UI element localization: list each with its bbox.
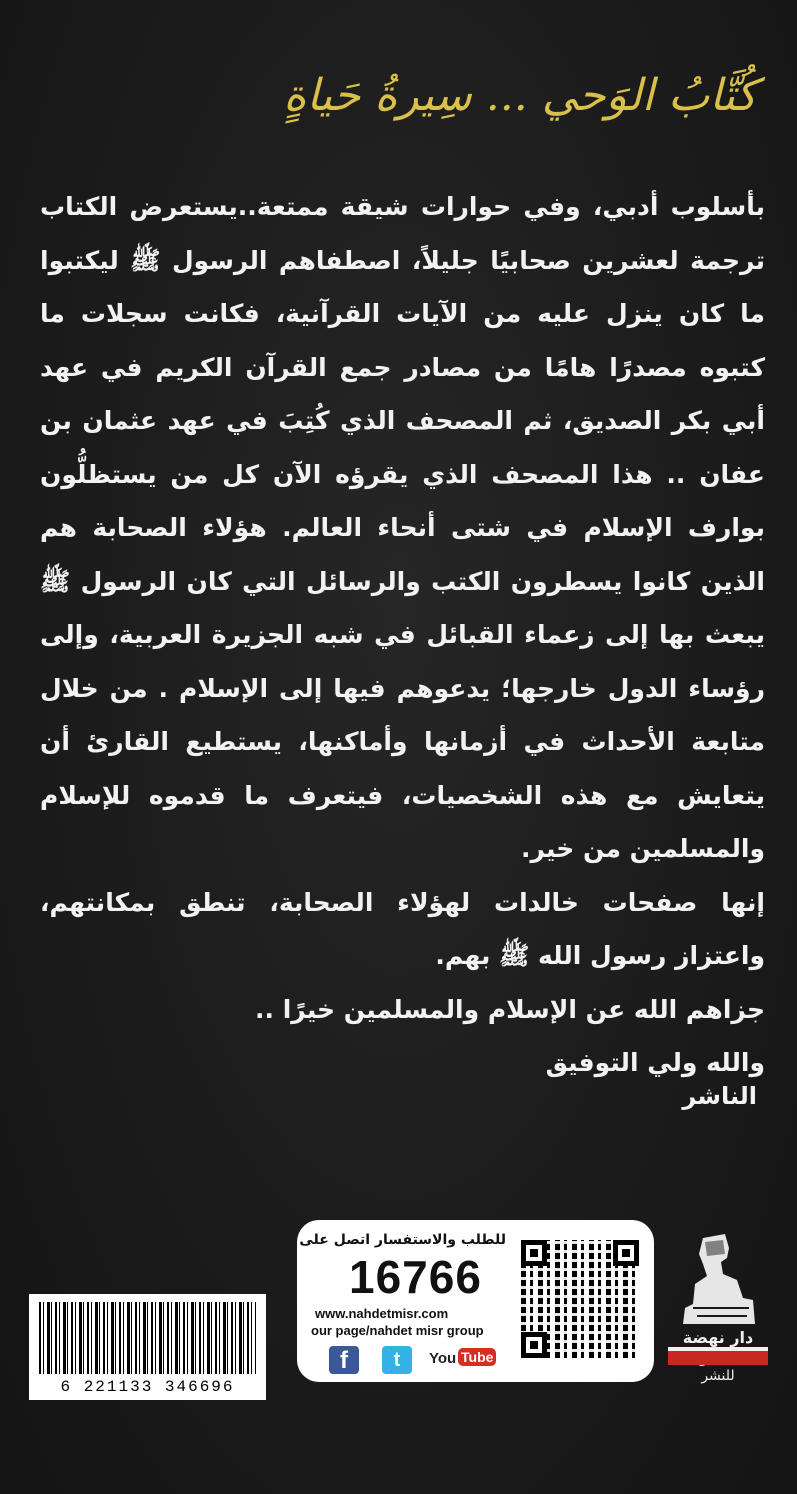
blurb-paragraph-4: والله ولي التوفيق [545, 1048, 765, 1077]
youtube-tube: Tube [458, 1348, 496, 1366]
facebook-icon: f [329, 1346, 359, 1374]
youtube-you: You [429, 1350, 457, 1367]
barcode-bars [39, 1302, 256, 1374]
qr-finder [521, 1240, 547, 1266]
blurb-paragraph-2: إنها صفحات خالدات لهؤلاء الصحابة، تنطق بمكانتهم، واعتزاز رسول الله ﷺ بهم. [40, 887, 765, 970]
isbn-barcode [29, 1294, 266, 1400]
book-icon [668, 1351, 768, 1365]
twitter-icon: t [382, 1346, 412, 1374]
blurb-paragraph-1: بأسلوب أدبي، وفي حوارات شيقة ممتعة..يستعرض الكتاب ترجمة لعشرين صحابيًا جليلاً، اصطفاهم الرسول ﷺ ليكتبوا ما كان ينزل عليه من الآيات القرآنية، فكانت سجلات ما كتبوه مصدرًا هامًا من مصادر جمع القرآن الكريم في عهد أبي بكر الصديق، ثم المصحف الذي كُتِبَ في عهد عثمان بن عفان .. هذا المصحف الذي يقرؤه الآن كل من يستظلُّون بوارف الإسلام في شتى أنحاء العالم. هؤلاء الصحابة هم الذين كانوا يسطرون الكتب والرسائل التي كان الرسول ﷺ يبعث بها إلى زعماء القبائل في شبه الجزيرة العربية، وإلى رؤساء الدول خارجها؛ يدعوهم فيها إلى الإسلام . من خلال متابعة الأحداث في أزمانها وأماكنها، يستطيع القارئ أن يتعايش مع هذه الشخصيات، فيتعرف ما قدموه للإسلام والمسلمين من خير. [40, 192, 765, 863]
cover-title: كُتَّابُ الوَحي ... سِيرةُ حَياةٍ [283, 70, 757, 121]
barcode-number: 6 221133 346696 [60, 1378, 235, 1396]
sphinx-icon [663, 1228, 773, 1328]
contact-card [297, 1220, 654, 1382]
qr-finder [521, 1332, 547, 1358]
phone-label: للطلب والاستفسار اتصل على [299, 1232, 506, 1248]
publisher-name: دار نهضة [682, 1328, 754, 1347]
facebook-page: our page/nahdet misr group [311, 1323, 484, 1338]
publisher-logo [663, 1228, 773, 1388]
blurb-paragraph-3: جزاهم الله عن الإسلام والمسلمين خيرًا .. [255, 994, 765, 1024]
publisher-signature: الناشر [682, 1082, 757, 1110]
publisher-sub: للنشر [701, 1368, 735, 1384]
qr-code [521, 1240, 639, 1358]
phone-number: 16766 [349, 1251, 482, 1303]
youtube-icon [429, 1346, 494, 1374]
blurb-text [40, 180, 765, 1090]
website-url: www.nahdetmisr.com [315, 1306, 449, 1321]
qr-finder [613, 1240, 639, 1266]
